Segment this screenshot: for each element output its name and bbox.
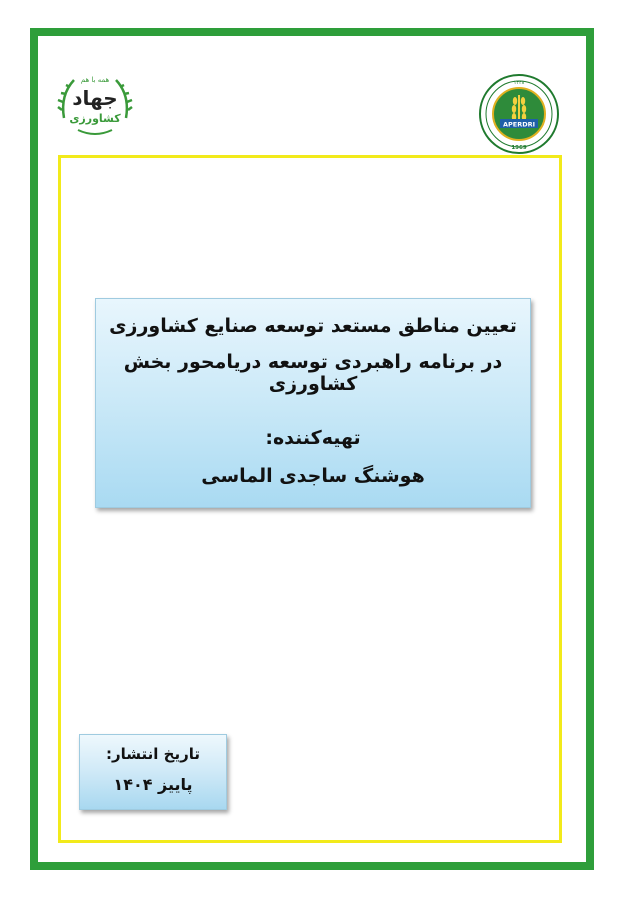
title-line-1: تعیین مناطق مستعد توسعه صنایع کشاورزی [109, 315, 517, 337]
logo-left-main-text: جهاد [72, 86, 118, 110]
logo-right-year-bottom: 1969 [511, 145, 527, 151]
logo-right-year-top: ۱۳۴۸ [513, 80, 525, 86]
logo-left-sub-text: کشاورزی [69, 112, 121, 125]
author-name: هوشنگ ساجدی الماسی [201, 465, 425, 487]
jahad-keshavarzi-logo [50, 60, 140, 150]
publication-date-value: پاییز ۱۴۰۴ [113, 775, 193, 794]
aperdri-logo [478, 73, 560, 155]
title-line-2: در برنامه راهبردی توسعه دریامحور بخش کشاورزی [123, 351, 503, 395]
logo-left-top-text: همه با هم [80, 76, 110, 84]
publication-date-box [79, 734, 227, 810]
logo-right-center-text: APERDRI [502, 120, 536, 129]
publication-date-label: تاریخ انتشار: [106, 745, 200, 763]
author-label: تهیه‌کننده: [265, 427, 361, 449]
title-box [95, 298, 531, 508]
